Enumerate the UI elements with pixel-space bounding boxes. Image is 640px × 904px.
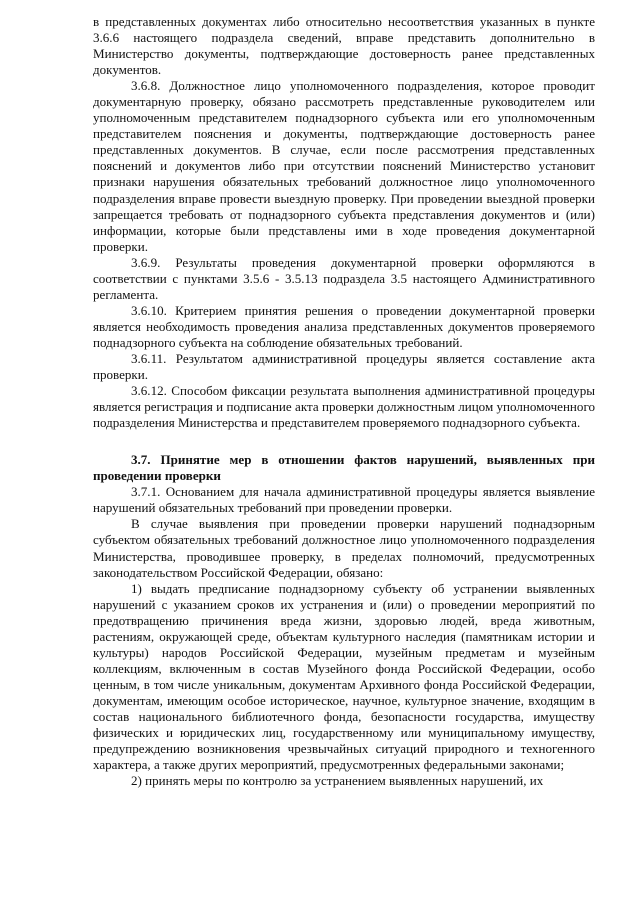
paragraph-3-6-12: 3.6.12. Способом фиксации результата выполнения административной процедуры является регистрация и подписание акта проверки должностным лицом уполномоченного подразделения Министерства и представителем проверяемого поднадзорного субъекта.	[93, 383, 595, 431]
paragraph-3-6-9: 3.6.9. Результаты проведения документарной проверки оформляются в соответствии с пунктами 3.5.6 - 3.5.13 подраздела 3.5 настоящего Административного регламента.	[93, 254, 595, 302]
paragraph-3-6-10: 3.6.10. Критерием принятия решения о проведении документарной проверки является необходимость проведения анализа представленных документов проверяемого поднадзорного субъекта на соблюдение обязательных требований.	[93, 302, 595, 350]
section-spacer	[93, 431, 595, 452]
document-body	[93, 14, 595, 789]
section-heading-3-7: 3.7. Принятие мер в отношении фактов нарушений, выявленных при проведении проверки	[93, 452, 595, 484]
paragraph-violation-case: В случае выявления при проведении проверки нарушений поднадзорным субъектом обязательных требований должностное лицо уполномоченного подразделения Министерства, проводившее проверку, в пределах полномочий, предусмотренных законодательством Российской Федерации, обязано:	[93, 516, 595, 580]
list-item-1: 1) выдать предписание поднадзорному субъекту об устранении выявленных нарушений с указанием сроков их устранения и (или) о проведении мероприятий по предотвращению причинения вреда жизни, здоровью людей, вреда животным, растениям, окружающей среде, объектам культурного наследия (памятникам истории и культуры) народов Российской Федерации, музейным предметам и музейным коллекциям, включенным в состав Музейного фонда Российской Федерации, особо ценным, в том числе уникальным, документам Архивного фонда Российской Федерации, документам, имеющим особое историческое, научное, культурное значение, входящим в состав национального библиотечного фонда, безопасности государства, имуществу физических и юридических лиц, государственному или муниципальному имуществу, предупреждению возникновения чрезвычайных ситуаций природного и техногенного характера, а также других мероприятий, предусмотренных федеральными законами;	[93, 580, 595, 773]
paragraph-3-6-11: 3.6.11. Результатом административной процедуры является составление акта проверки.	[93, 350, 595, 383]
paragraph-3-7-1: 3.7.1. Основанием для начала административной процедуры является выявление нарушений обязательных требований при проведении проверки.	[93, 484, 595, 516]
list-item-2: 2) принять меры по контролю за устранением выявленных нарушений, их	[131, 773, 544, 789]
paragraph-continuation: в представленных документах либо относительно несоответствия указанных в пункте 3.6.6 настоящего подраздела сведений, вправе представить дополнительно в Министерство документы, подтверждающие достоверность ранее представленных документов.	[93, 14, 595, 78]
paragraph-3-6-8: 3.6.8. Должностное лицо уполномоченного подразделения, которое проводит документарную проверку, обязано рассмотреть представленные руководителем или уполномоченным представителем поднадзорного субъекта или его уполномоченным представителем пояснения и документы, подтверждающие достоверность ранее представленных документов. В случае, если после рассмотрения представленных пояснений и документов либо при отсутствии пояснений Министерство установит признаки нарушения обязательных требований должностное лицо уполномоченного подразделения вправе провести выездную проверку. При проведении выездной проверки запрещается требовать от поднадзорного субъекта представления документов и (или) информации, которые были представлены ими в ходе проведения документарной проверки.	[93, 78, 595, 254]
